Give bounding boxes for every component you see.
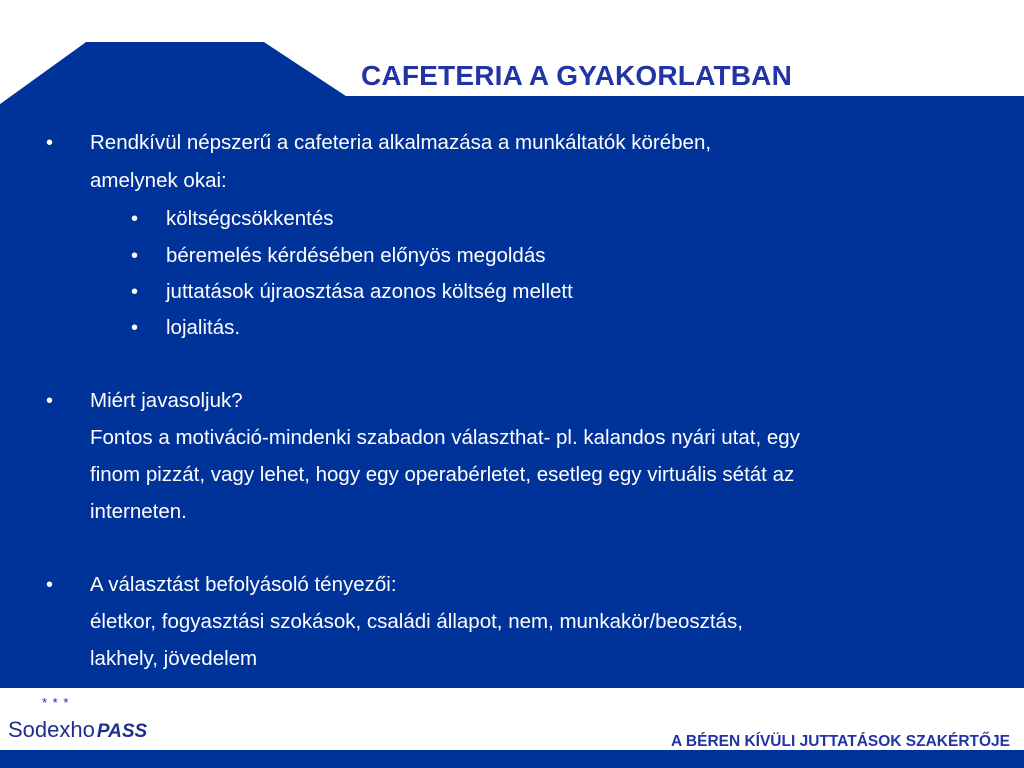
item-2-line-4: interneten. xyxy=(90,500,187,523)
bullet-3: • xyxy=(46,574,54,596)
subbullet-4: • xyxy=(131,317,139,339)
item-3-line-1: A választást befolyásoló tényezői: xyxy=(90,573,397,596)
logo-stars: * * * xyxy=(42,695,70,710)
sodexho-pass-logo xyxy=(8,695,168,751)
subitem-4: lojalitás. xyxy=(166,316,241,339)
item-3-line-2: életkor, fogyasztási szokások, családi állapot, nem, munkakör/beosztás, xyxy=(90,610,743,633)
item-1-line-2: amelynek okai: xyxy=(90,169,227,192)
item-2-line-2: Fontos a motiváció-mindenki szabadon választhat- pl. kalandos nyári utat, egy xyxy=(90,426,800,449)
footer-bar xyxy=(0,750,1024,768)
bullet-2: • xyxy=(46,390,54,412)
subbullet-1: • xyxy=(131,208,139,230)
subitem-2: béremelés kérdésében előnyös megoldás xyxy=(166,244,546,267)
subitem-3: juttatások újraosztása azonos költség mellett xyxy=(166,280,573,303)
subbullet-2: • xyxy=(131,245,139,267)
bullet-1: • xyxy=(46,132,54,154)
footer-tagline: A BÉREN KÍVÜLI JUTTATÁSOK SZAKÉRTŐJE xyxy=(670,733,1010,750)
logo-sodexho-text: Sodexho xyxy=(8,717,95,742)
logo-wordmark xyxy=(8,717,147,743)
item-3-line-3: lakhely, jövedelem xyxy=(90,647,258,670)
slide-title: CAFETERIA A GYAKORLATBAN xyxy=(361,60,793,91)
logo-pass-text: PASS xyxy=(96,721,148,742)
item-2-line-3: finom pizzát, vagy lehet, hogy egy operabérletet, esetleg egy virtuális sétát az xyxy=(90,463,795,486)
item-1-line-1: Rendkívül népszerű a cafeteria alkalmazása a munkáltatók körében, xyxy=(90,131,712,154)
subbullet-3: • xyxy=(131,281,139,303)
subitem-1: költségcsökkentés xyxy=(166,207,334,230)
item-2-line-1: Miért javasoljuk? xyxy=(90,389,243,412)
